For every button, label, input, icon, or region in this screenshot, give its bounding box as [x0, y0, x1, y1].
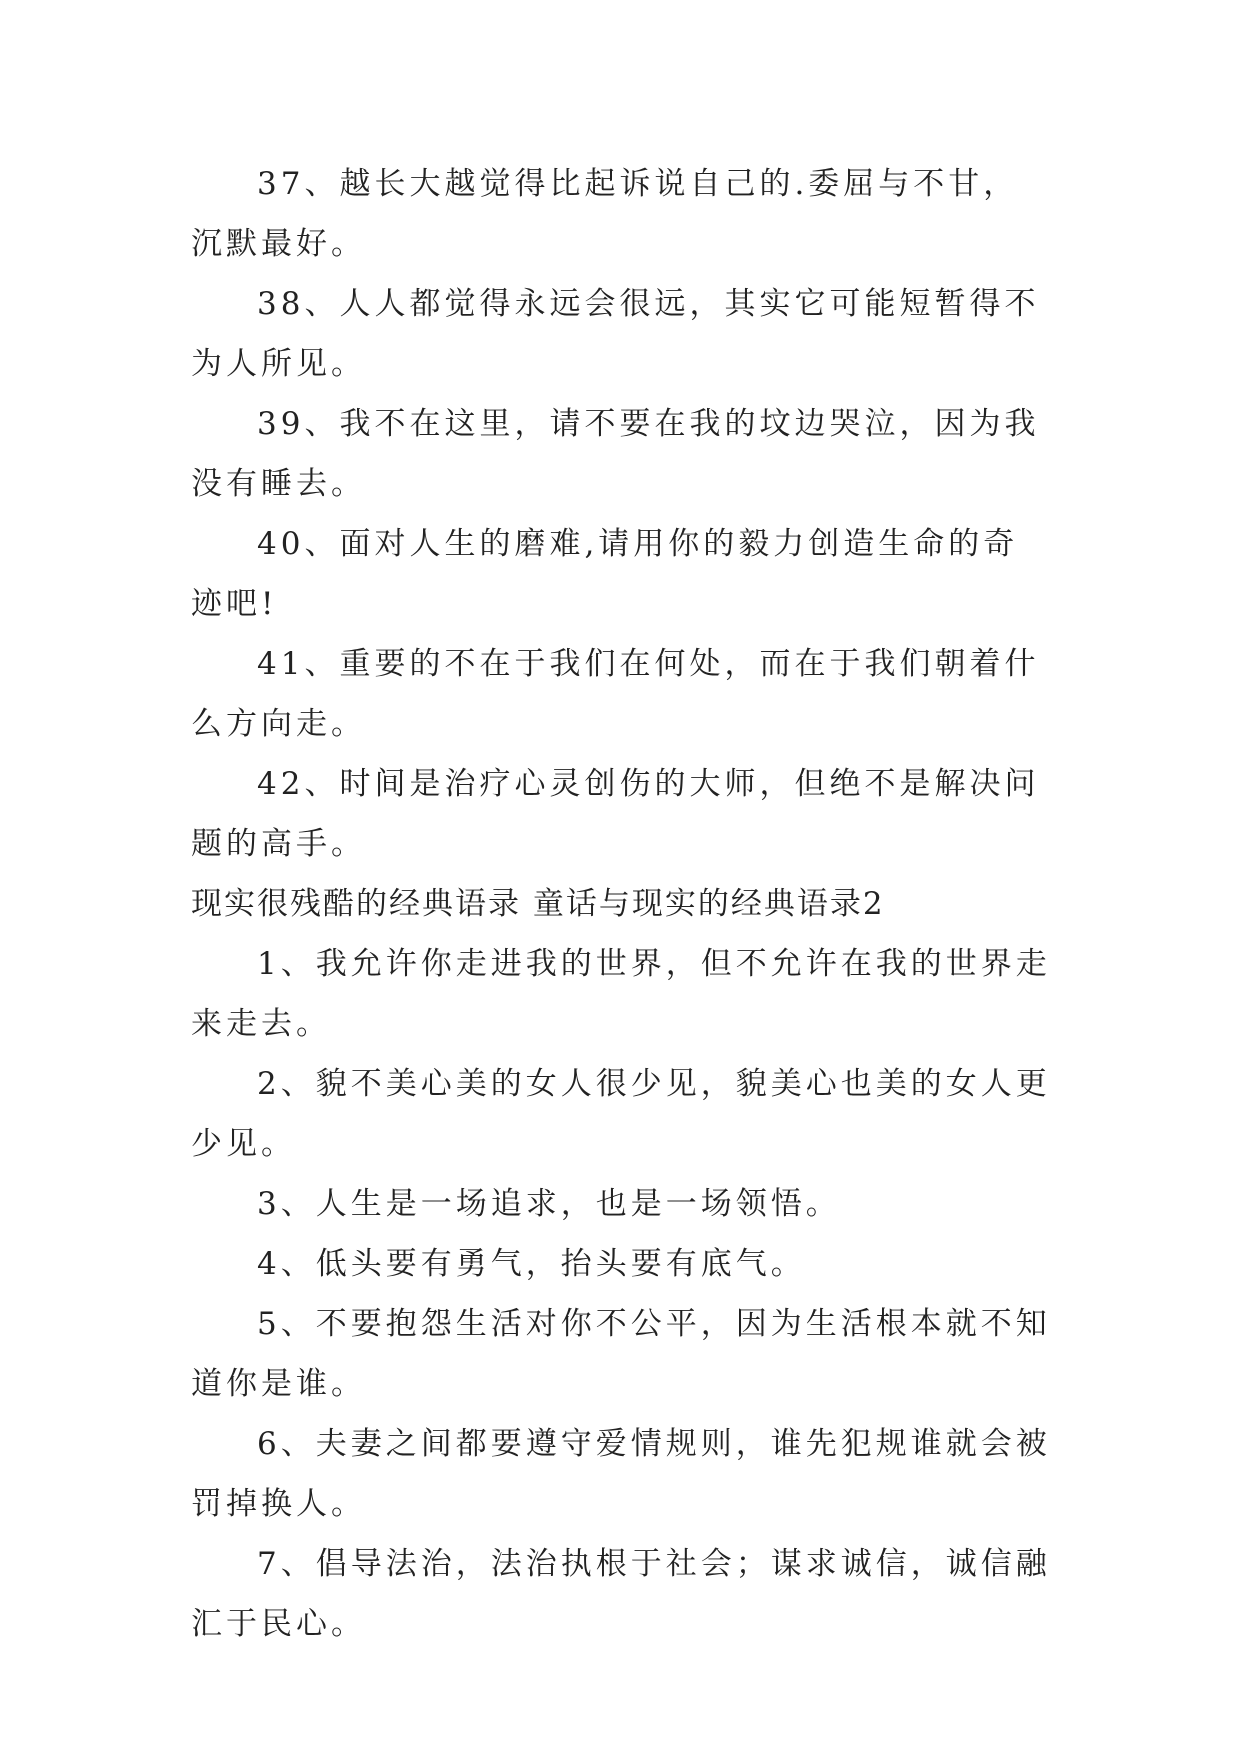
- quote-5: 5、不要抱怨生活对你不公平，因为生活根本就不知道你是谁。: [191, 1306, 1051, 1402]
- section-heading: 现实很残酷的经典语录 童话与现实的经典语录2: [191, 886, 885, 922]
- quote-7: 7、倡导法治，法治执根于社会；谋求诚信，诚信融汇于民心。: [191, 1546, 1051, 1642]
- quote-37: 37、越长大越觉得比起诉说自己的.委屈与不甘，沉默最好。: [191, 166, 1019, 262]
- quote-42: 42、时间是治疗心灵创伤的大师，但绝不是解决问题的高手。: [191, 766, 1040, 862]
- quote-39: 39、我不在这里，请不要在我的坟边哭泣，因为我没有睡去。: [191, 406, 1040, 502]
- quote-41: 41、重要的不在于我们在何处，而在于我们朝着什么方向走。: [191, 646, 1040, 742]
- quote-3: 3、人生是一场追求，也是一场领悟。: [257, 1186, 841, 1222]
- quote-1: 1、我允许你走进我的世界，但不允许在我的世界走来走去。: [191, 946, 1051, 1042]
- quote-2: 2、貌不美心美的女人很少见，貌美心也美的女人更少见。: [191, 1066, 1051, 1162]
- quote-40: 40、面对人生的磨难,请用你的毅力创造生命的奇迹吧!: [191, 526, 1019, 622]
- quote-4: 4、低头要有勇气，抬头要有底气。: [257, 1246, 806, 1282]
- document-body: [191, 154, 1051, 1654]
- quote-6: 6、夫妻之间都要遵守爱情规则，谁先犯规谁就会被罚掉换人。: [191, 1426, 1051, 1522]
- quote-38: 38、人人都觉得永远会很远，其实它可能短暂得不为人所见。: [191, 286, 1040, 382]
